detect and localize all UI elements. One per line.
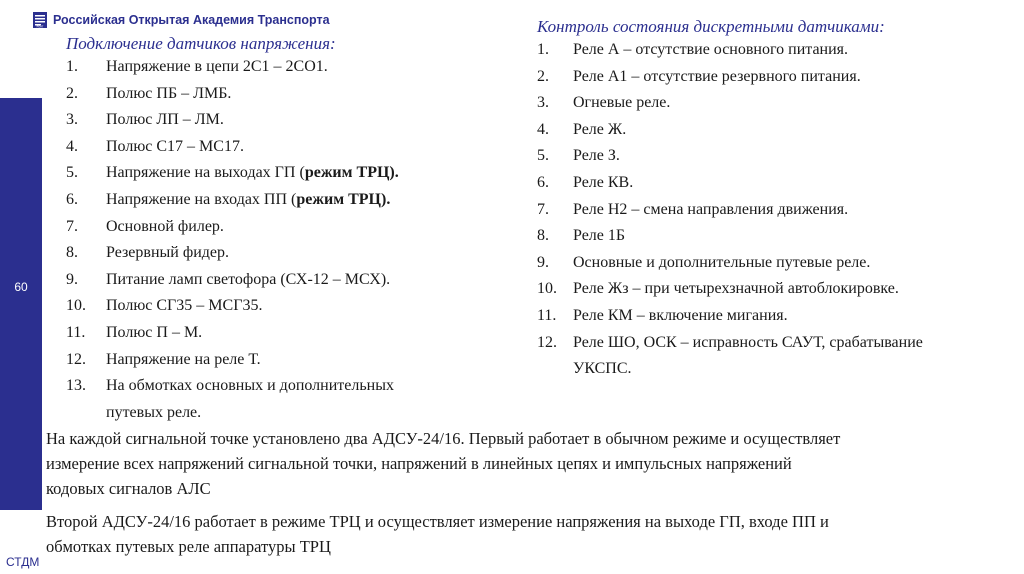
item-text [106,373,506,426]
discrete-sensors-list [537,37,1024,383]
item-text [106,187,506,214]
item-number: 2. [66,84,78,102]
item-text: Полюс П – М. [106,323,203,341]
item-text: Реле 1Б [573,227,626,245]
item-text-line2: УКСПС. [573,360,632,378]
item-number: 1. [66,58,78,75]
list-item [537,90,1024,117]
list-item [537,276,1024,303]
item-text: Реле КВ. [573,173,634,191]
item-text: Реле Жз – при четырехзначной автоблокировке. [573,280,899,298]
item-text: Питание ламп светофора (СХ-12 – МСХ). [106,270,391,288]
paragraph-line: Второй АДСУ-24/16 работает в режиме ТРЦ и осуществляет измерение напряжения на выходе ГП, входе ПП и [46,512,829,531]
item-number: 11. [537,306,557,324]
description-paragraph-2 [46,509,1024,559]
item-text: Реле А – отсутствие основного питания. [573,41,849,58]
list-item [537,223,1024,250]
list-item [66,320,506,347]
item-number: 6. [537,173,549,191]
list-item [537,197,1024,224]
list-item [66,214,506,241]
item-text: Напряжение на реле Т. [106,350,261,368]
discrete-sensors-section [537,17,1024,383]
list-item [537,64,1024,91]
item-number: 7. [66,217,78,235]
item-text: Полюс ПБ – ЛМБ. [106,84,232,102]
side-accent-bar [0,98,42,510]
list-item [537,37,1024,64]
item-text-plain: Напряжение на выходах ГП ( [106,164,305,182]
item-text-bold: режим ТРЦ). [304,164,399,182]
list-item [66,373,506,426]
item-text: Реле КМ – включение мигания. [573,306,788,324]
item-text-plain: Напряжение на входах ПП ( [106,190,297,208]
item-text-line1: Реле ШО, ОСК – исправность САУТ, срабатывание [573,333,923,351]
item-number: 4. [537,120,549,138]
item-number: 11. [66,323,86,341]
item-number: 1. [537,41,549,58]
item-number: 4. [66,137,78,155]
list-item [66,81,506,108]
item-number: 9. [66,270,78,288]
item-text [573,330,1024,383]
footer-label: СТДМ [6,555,40,569]
item-number: 13. [66,377,86,395]
item-number: 2. [537,67,549,85]
list-item [537,170,1024,197]
description-block [46,426,1024,559]
paragraph-line: обмотках путевых реле аппаратуры ТРЦ [46,537,331,556]
list-item [66,293,506,320]
list-item [66,187,506,214]
item-text [106,160,506,187]
item-text: Полюс ЛП – ЛМ. [106,111,224,129]
item-number: 5. [66,164,78,182]
academy-logo-icon [33,12,47,28]
item-number: 3. [66,111,78,129]
item-text-bold: режим ТРЦ). [296,190,391,208]
item-number: 10. [66,297,86,315]
item-text: Реле Н2 – смена направления движения. [573,200,849,218]
paragraph-line: кодовых сигналов АЛС [46,479,211,498]
item-text: Основные и дополнительные путевые реле. [573,253,871,271]
list-item [537,250,1024,277]
item-text: Полюс С17 – МС17. [106,137,244,155]
item-number: 10. [537,280,557,298]
paragraph-line: На каждой сигнальной точке установлено два АДСУ-24/16. Первый работает в обычном режиме и осуществляет [46,429,841,448]
list-item [66,240,506,267]
item-number: 5. [537,147,549,165]
item-text-line2: путевых реле. [106,403,202,421]
page-number: 60 [14,280,28,294]
discrete-sensors-title: Контроль состояния дискретными датчиками: [537,17,885,36]
list-item [66,267,506,294]
item-text: Реле З. [573,147,620,165]
voltage-sensors-title: Подключение датчиков напряжения: [66,34,336,53]
logo-text: РОАТ [36,25,44,28]
item-text: Напряжение в цепи 2С1 – 2СО1. [106,58,328,75]
item-number: 7. [537,200,549,218]
item-number: 12. [537,333,557,351]
list-item [66,347,506,374]
list-item [66,134,506,161]
list-item [537,330,1024,383]
list-item [66,107,506,134]
item-number: 9. [537,253,549,271]
org-name: Российская Открытая Академия Транспорта [53,13,330,27]
header [33,12,330,28]
voltage-sensors-section [66,34,506,426]
item-text: Основной филер. [106,217,224,235]
item-number: 6. [66,190,78,208]
list-item [537,303,1024,330]
item-number: 8. [66,244,78,262]
item-number: 8. [537,227,549,245]
item-text: Полюс СГ35 – МСГ35. [106,297,263,315]
list-item [66,54,506,81]
list-item [537,117,1024,144]
voltage-sensors-list [66,54,506,426]
list-item [66,160,506,187]
item-number: 3. [537,94,549,112]
item-text: Реле Ж. [573,120,627,138]
item-text: Огневые реле. [573,94,671,112]
description-paragraph-1 [46,426,1024,501]
item-text: Реле А1 – отсутствие резервного питания. [573,67,861,85]
item-number: 12. [66,350,86,368]
item-text: Резервный фидер. [106,244,230,262]
item-text-line1: На обмотках основных и дополнительных [106,377,394,395]
paragraph-line: измерение всех напряжений сигнальной точки, напряжений в линейных цепях и импульсных напряжений [46,454,792,473]
list-item [537,143,1024,170]
